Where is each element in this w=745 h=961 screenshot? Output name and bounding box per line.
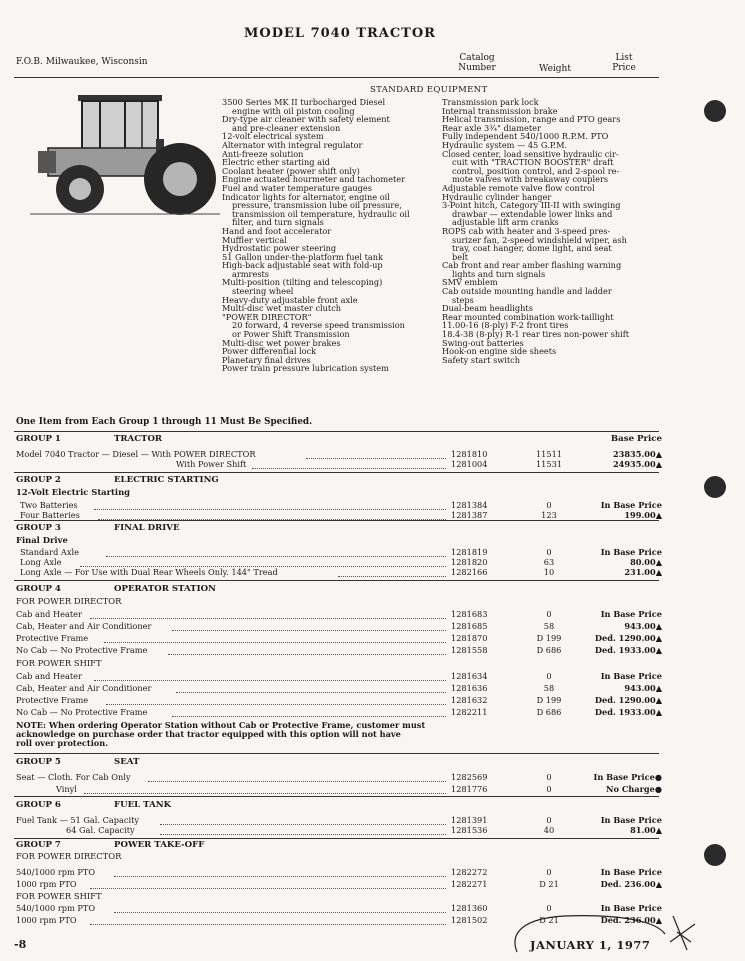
list-price: Ded. 236.00▲: [600, 915, 662, 925]
equipment-item: mote valves with breakaway couplers: [452, 174, 609, 185]
table-row: [14, 695, 662, 706]
dot-leader: [176, 683, 446, 693]
dot-leader: [114, 867, 446, 877]
dot-leader: [90, 879, 446, 889]
subgroup-label: FOR POWER DIRECTOR: [16, 851, 122, 861]
equipment-item: 3-Point hitch, Category III-II with swinging: [442, 200, 621, 211]
group-title: TRACTOR: [114, 434, 163, 444]
equipment-item: Hydrostatic power steering: [222, 243, 337, 254]
item-description: Seat — Cloth. For Cab Only: [16, 772, 131, 782]
list-price: 23835.00▲: [612, 449, 662, 459]
catalog-number: 1281384: [451, 500, 488, 510]
equipment-item: Electric ether starting aid: [222, 157, 330, 168]
weight: D 199: [536, 633, 562, 643]
subgroup-label: 12-Volt Electric Starting: [16, 487, 131, 497]
list-price: 81.00▲: [630, 825, 662, 835]
group-title: ELECTRIC STARTING: [114, 475, 219, 485]
tractor-illustration: [30, 93, 220, 218]
list-price: 943.00▲: [624, 621, 662, 631]
equipment-item: Internal transmission brake: [442, 105, 558, 116]
list-price: Ded. 1290.00▲: [594, 633, 662, 643]
equipment-item: Indicator lights for alternator, engine oil: [222, 191, 390, 202]
equipment-item: Transmission park lock: [442, 97, 539, 107]
equipment-item: Multi-disc wet power brakes: [222, 337, 341, 348]
group-divider: [14, 838, 659, 839]
catalog-number: 1281685: [451, 621, 488, 631]
list-price: 80.00▲: [630, 557, 662, 567]
list-price: In Base Price●: [593, 772, 662, 782]
weight: D 686: [536, 645, 562, 655]
item-description: Fuel Tank — 51 Gal. Capacity: [16, 815, 140, 825]
weight: 0: [546, 671, 552, 681]
item-description: Model 7040 Tractor — Diesel — With POWER DIRECTOR: [16, 449, 256, 459]
group-title: SEAT: [114, 757, 140, 767]
catalog-number: 1281536: [451, 825, 488, 835]
group-header: [14, 584, 662, 595]
list-price: Ded. 236.00▲: [600, 879, 662, 889]
group-name: GROUP 1: [16, 434, 61, 444]
weight: D 199: [536, 695, 562, 705]
equipment-item: SMV emblem: [442, 277, 498, 288]
equipment-item: tray, coat hanger, dome light, and seat: [452, 243, 612, 254]
page-title: MODEL 7040 TRACTOR: [244, 26, 436, 41]
list-price: In Base Price: [600, 903, 662, 913]
equipment-item: engine with oil piston cooling: [232, 105, 355, 116]
list-price: In Base Price: [600, 609, 662, 619]
equipment-item: Power train pressure lubrication system: [222, 363, 389, 374]
catalog-number: 1281683: [451, 609, 488, 619]
equipment-item: 3500 Series MK II turbocharged Diesel: [222, 97, 386, 107]
equipment-item: steps: [452, 294, 474, 305]
group-header: [14, 800, 662, 811]
catalog-number: 1282166: [451, 567, 488, 577]
group-header: [14, 757, 662, 768]
catalog-number: 1281870: [451, 633, 488, 643]
dot-leader: [252, 459, 446, 469]
group-title: FUEL TANK: [114, 800, 172, 810]
item-description: Cab and Heater: [16, 671, 82, 681]
equipment-item: Safety start switch: [442, 354, 521, 365]
catalog-number: 1281820: [451, 557, 488, 567]
equipment-item: Cab front and rear amber flashing warning: [442, 260, 622, 271]
page-number: -8: [14, 938, 27, 951]
catalog-number: 1282271: [451, 879, 488, 889]
list-price-header: [604, 53, 644, 73]
item-description: Protective Frame: [16, 695, 89, 705]
group-name: GROUP 6: [16, 800, 61, 810]
weight: 63: [543, 557, 555, 567]
list-price: 943.00▲: [624, 683, 662, 693]
item-description: Cab, Heater and Air Conditioner: [16, 683, 152, 693]
catalog-number: 1282272: [451, 867, 488, 877]
dot-leader: [160, 825, 446, 835]
number-header-label: Number: [458, 63, 496, 73]
equipment-item: Closed center, load sensitive hydraulic cir-: [442, 148, 619, 159]
item-description: Standard Axle: [20, 547, 79, 557]
catalog-number: 1281634: [451, 671, 488, 681]
equipment-item: Rear mounted combination work-taillight: [442, 311, 614, 322]
dot-leader: [172, 707, 446, 717]
table-row: [14, 683, 662, 694]
weight: 0: [546, 867, 552, 877]
list-price: In Base Price: [600, 867, 662, 877]
equipment-item: Helical transmission, range and PTO gears: [442, 114, 621, 125]
dot-leader: [94, 500, 446, 510]
catalog-number: 1281632: [451, 695, 488, 705]
group-divider: [14, 753, 659, 754]
group-header: [14, 840, 662, 851]
group-name: GROUP 2: [16, 475, 61, 485]
dot-leader: [148, 772, 446, 782]
item-description: 1000 rpm PTO: [16, 879, 77, 889]
equipment-item: Hydraulic cylinder hanger: [442, 191, 552, 202]
weight-header: Weight: [539, 64, 571, 74]
dot-leader: [160, 815, 446, 825]
weight: 123: [541, 510, 557, 520]
equipment-item: Heavy-duty adjustable front axle: [222, 294, 358, 305]
table-row: [14, 459, 662, 470]
note-line: acknowledge on purchase order that tractor equipped with this option will not have: [16, 729, 401, 740]
group-divider: [14, 580, 659, 581]
standard-equipment-right-list: [442, 98, 629, 364]
weight: D 686: [536, 707, 562, 717]
list-price: No Charge●: [606, 784, 662, 794]
equipment-item: belt: [452, 251, 468, 262]
equipment-item: Fuel and water temperature gauges: [222, 182, 372, 193]
equipment-item: Rear axle 3¾" diameter: [442, 122, 541, 133]
equipment-item: Coolant heater (power shift only): [222, 165, 360, 176]
dot-leader: [90, 609, 446, 619]
equipment-item: steering wheel: [232, 286, 294, 297]
catalog-number: 1281387: [451, 510, 488, 520]
equipment-item: 51 Gallon under-the-platform fuel tank: [222, 251, 384, 262]
item-description: 64 Gal. Capacity: [66, 825, 135, 835]
group-header: [14, 475, 662, 486]
weight: 58: [543, 683, 555, 693]
equipment-item: "POWER DIRECTOR": [222, 311, 312, 322]
item-description: With Power Shift: [176, 459, 247, 469]
group-header: [14, 523, 662, 534]
equipment-item: Planetary final drives: [222, 354, 311, 365]
item-description: Long Axle — For Use with Dual Rear Wheels Only. 144" Tread: [20, 567, 278, 577]
equipment-item: 11.00-16 (8-ply) F-2 front tires: [442, 320, 569, 331]
equipment-item: Hook-on engine side sheets: [442, 346, 557, 357]
equipment-item: Swing-out batteries: [442, 337, 524, 348]
note-line: roll over protection.: [16, 738, 109, 749]
group-name: GROUP 4: [16, 584, 61, 594]
subgroup-label: Final Drive: [16, 535, 68, 545]
equipment-item: Cab outside mounting handle and ladder: [442, 286, 612, 297]
equipment-item: Multi-position (tilting and telescoping): [222, 277, 383, 288]
catalog-number: 1281776: [451, 784, 488, 794]
group-title: POWER TAKE-OFF: [114, 840, 205, 850]
group-name: GROUP 7: [16, 840, 61, 850]
catalog-number: 1281360: [451, 903, 488, 913]
equipment-item: Fully independent 540/1000 R.P.M. PTO: [442, 131, 609, 142]
standard-equipment-heading: STANDARD EQUIPMENT: [370, 85, 488, 95]
dot-leader: [172, 621, 446, 631]
equipment-item: Dry-type air cleaner with safety element: [222, 114, 390, 125]
subgroup-label: FOR POWER SHIFT: [16, 891, 102, 901]
group-title: OPERATOR STATION: [114, 584, 216, 594]
binder-hole: [704, 844, 726, 866]
dot-leader: [94, 671, 446, 681]
weight: 10: [543, 567, 555, 577]
dot-leader: [104, 633, 446, 643]
equipment-item: surizer fan, 2-speed windshield wiper, ash: [452, 234, 627, 245]
catalog-number: 1281819: [451, 547, 488, 557]
dot-leader: [80, 557, 446, 567]
revision-date: JANUARY 1, 1977: [530, 938, 651, 952]
group-divider: [14, 520, 659, 521]
catalog-number: 1281004: [451, 459, 488, 469]
equipment-item: Adjustable remote valve flow control: [442, 182, 595, 193]
equipment-item: Power differential lock: [222, 346, 317, 357]
weight: 40: [543, 825, 555, 835]
catalog-number: 1282569: [451, 772, 488, 782]
table-row: [14, 567, 662, 578]
header-rule: [14, 77, 659, 78]
item-description: Vinyl: [56, 784, 77, 794]
list-price: 24935.00▲: [612, 459, 662, 469]
weight: 0: [546, 815, 552, 825]
equipment-item: 18.4-38 (8-ply) R-1 rear tires non-power shift: [442, 329, 630, 340]
subgroup-label: FOR POWER SHIFT: [16, 658, 102, 668]
equipment-item: and pre-cleaner extension: [232, 122, 341, 133]
group-divider: [14, 472, 659, 473]
dot-leader: [90, 915, 446, 925]
groups-top-rule: [14, 431, 659, 432]
group-divider: [14, 796, 659, 797]
equipment-item: lights and turn signals: [452, 268, 546, 279]
weight: 0: [546, 903, 552, 913]
catalog-number: 1281502: [451, 915, 488, 925]
dot-leader: [106, 547, 446, 557]
equipment-item: armrests: [232, 268, 270, 279]
equipment-item: Hydraulic system — 45 G.P.M.: [442, 139, 568, 150]
table-row: [14, 784, 662, 795]
list-price: Ded. 1933.00▲: [594, 707, 662, 717]
catalog-number: 1281636: [451, 683, 488, 693]
weight: 58: [543, 621, 555, 631]
catalog-number: 1281558: [451, 645, 488, 655]
table-row: [14, 879, 662, 890]
equipment-item: Multi-disc wet master clutch: [222, 303, 342, 314]
table-row: [14, 772, 662, 783]
table-row: [14, 867, 662, 878]
equipment-item: or Power Shift Transmission: [232, 329, 350, 340]
weight: 11531: [535, 459, 563, 469]
dot-leader: [168, 645, 446, 655]
dot-leader: [114, 903, 446, 913]
item-description: No Cab — No Protective Frame: [16, 645, 148, 655]
list-price: 199.00▲: [624, 510, 662, 520]
subgroup-label: FOR POWER DIRECTOR: [16, 596, 122, 606]
weight: 0: [546, 547, 552, 557]
list-price: 231.00▲: [624, 567, 662, 577]
list-price: Ded. 1933.00▲: [594, 645, 662, 655]
list-price: Ded. 1290.00▲: [594, 695, 662, 705]
catalog-number: 1281810: [451, 449, 488, 459]
list-price: In Base Price: [600, 815, 662, 825]
binder-hole: [704, 100, 726, 122]
equipment-item: Hand and foot accelerator: [222, 225, 332, 236]
equipment-item: Alternator with integral regulator: [222, 139, 363, 150]
group-name: GROUP 3: [16, 523, 61, 533]
dot-leader: [98, 510, 446, 520]
equipment-item: adjustable lift arm cranks: [452, 217, 559, 228]
catalog-number-header: [450, 53, 504, 73]
table-row: [14, 825, 662, 836]
list-price: In Base Price: [600, 671, 662, 681]
table-row: [14, 645, 662, 656]
dot-leader: [84, 784, 446, 794]
fob-location: F.O.B. Milwaukee, Wisconsin: [16, 57, 148, 67]
item-description: Protective Frame: [16, 633, 89, 643]
weight: 11511: [535, 449, 563, 459]
catalog-number: 1281391: [451, 815, 488, 825]
weight: 0: [546, 609, 552, 619]
equipment-item: pressure, transmission lube oil pressure,: [232, 200, 402, 211]
note-line: NOTE: When ordering Operator Station without Cab or Protective Frame, customer must: [16, 720, 426, 730]
price-header-label: Price: [612, 63, 636, 73]
list-header-label: List: [615, 53, 633, 63]
equipment-item: transmission oil temperature, hydraulic oil: [232, 208, 410, 219]
item-description: No Cab — No Protective Frame: [16, 707, 148, 717]
standard-equipment-left-list: [222, 98, 410, 373]
dot-leader: [306, 449, 446, 459]
equipment-item: Engine actuated hourmeter and tachometer: [222, 174, 405, 185]
item-description: Long Axle: [20, 557, 62, 567]
group-name: GROUP 5: [16, 757, 61, 767]
list-price: In Base Price: [600, 547, 662, 557]
equipment-item: 20 forward, 4 reverse speed transmission: [232, 320, 405, 331]
item-description: 540/1000 rpm PTO: [16, 867, 96, 877]
equipment-item: 12-volt electrical system: [222, 131, 324, 142]
item-description: Two Batteries: [20, 500, 78, 510]
catalog-number: 1282211: [451, 707, 488, 717]
equipment-item: drawbar — extendable lower links and: [452, 208, 613, 219]
catalog-header-label: Catalog: [459, 53, 495, 63]
equipment-item: Anti-freeze solution: [222, 148, 304, 159]
item-description: 1000 rpm PTO: [16, 915, 77, 925]
weight: D 21: [539, 879, 559, 889]
weight: 0: [546, 772, 552, 782]
table-row: [14, 671, 662, 682]
item-description: Cab, Heater and Air Conditioner: [16, 621, 152, 631]
base-price-label: Base Price: [610, 434, 662, 444]
binder-hole: [704, 476, 726, 498]
group-header: [14, 434, 662, 445]
weight: 0: [546, 500, 552, 510]
item-description: 540/1000 rpm PTO: [16, 903, 96, 913]
item-description: Four Batteries: [20, 510, 80, 520]
table-row: [14, 633, 662, 644]
equipment-item: filter, and turn signals: [232, 217, 324, 228]
weight: D 21: [539, 915, 559, 925]
table-row: [14, 621, 662, 632]
weight: 0: [546, 784, 552, 794]
dot-leader: [338, 567, 446, 577]
group-title: FINAL DRIVE: [114, 523, 180, 533]
equipment-item: ROPS cab with heater and 3-speed pres-: [442, 225, 611, 236]
operator-station-note: [16, 721, 425, 749]
equipment-item: control, position control, and 2-spool re-: [452, 165, 620, 176]
equipment-item: cuit with "TRACTION BOOSTER" draft: [452, 157, 614, 168]
equipment-item: Muffler vertical: [222, 234, 287, 245]
list-price: In Base Price: [600, 500, 662, 510]
group-selection-note: One Item from Each Group 1 through 11 Must Be Specified.: [16, 417, 313, 427]
dot-leader: [106, 695, 446, 705]
equipment-item: Dual-beam headlights: [442, 303, 533, 314]
table-row: [14, 609, 662, 620]
equipment-item: High-back adjustable seat with fold-up: [222, 260, 383, 271]
table-row: [14, 707, 662, 718]
item-description: Cab and Heater: [16, 609, 82, 619]
